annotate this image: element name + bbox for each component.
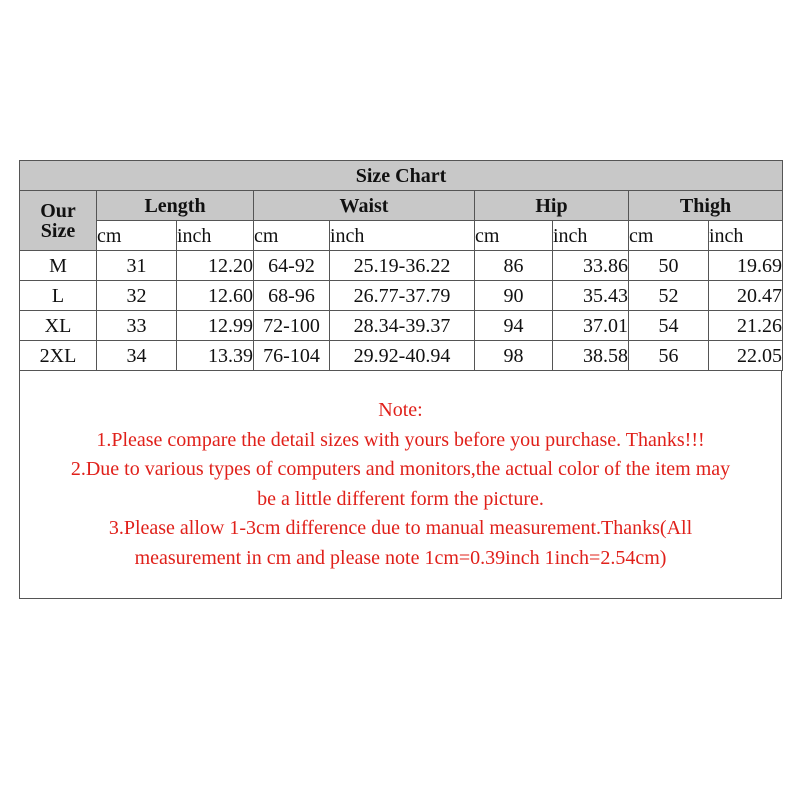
hip-inch-cell: 38.58 (553, 341, 629, 371)
note-line: 2.Due to various types of computers and monitors,the actual color of the item may (70, 458, 731, 480)
unit-label: cm (254, 221, 330, 251)
size-cell: M (20, 251, 97, 281)
waist-cm-cell: 76-104 (254, 341, 330, 371)
hip-inch-cell: 37.01 (553, 311, 629, 341)
unit-label: cm (629, 221, 709, 251)
size-header-line1: Our (40, 199, 76, 222)
thigh-inch-cell: 19.69 (709, 251, 783, 281)
waist-cm-cell: 72-100 (254, 311, 330, 341)
waist-inch-cell: 28.34-39.37 (330, 311, 475, 341)
hip-cm-cell: 90 (475, 281, 553, 311)
length-cm-cell: 34 (97, 341, 177, 371)
waist-inch-cell: 26.77-37.79 (330, 281, 475, 311)
unit-label: cm (97, 221, 177, 251)
thigh-inch-cell: 22.05 (709, 341, 783, 371)
notes-box (19, 371, 782, 599)
chart-title: Size Chart (20, 161, 783, 191)
size-header (20, 191, 97, 251)
size-cell: XL (20, 311, 97, 341)
hip-cm-cell: 98 (475, 341, 553, 371)
table-row (20, 341, 783, 371)
waist-cm-cell: 68-96 (254, 281, 330, 311)
table-row (20, 281, 783, 311)
hip-inch-cell: 35.43 (553, 281, 629, 311)
unit-label: inch (709, 221, 783, 251)
size-cell: L (20, 281, 97, 311)
thigh-inch-cell: 21.26 (709, 311, 783, 341)
waist-cm-cell: 64-92 (254, 251, 330, 281)
thigh-cm-cell: 56 (629, 341, 709, 371)
unit-label: inch (330, 221, 475, 251)
size-chart (19, 160, 782, 599)
thigh-inch-cell: 20.47 (709, 281, 783, 311)
note-line: 3.Please allow 1-3cm difference due to manual measurement.Thanks(All (108, 517, 693, 539)
note-line: measurement in cm and please note 1cm=0.39inch 1inch=2.54cm) (134, 546, 667, 569)
note-line: be a little different form the picture. (257, 487, 544, 510)
table-row (20, 311, 783, 341)
note-line: 1.Please compare the detail sizes with yours before you purchase. Thanks!!! (96, 428, 705, 451)
hip-inch-cell: 33.86 (553, 251, 629, 281)
unit-label: inch (177, 221, 254, 251)
size-table (19, 160, 783, 371)
length-cm-cell: 33 (97, 311, 177, 341)
header-thigh: Thigh (629, 191, 783, 221)
length-inch-cell: 12.20 (177, 251, 254, 281)
header-waist: Waist (254, 191, 475, 221)
size-header-line2: Size (40, 219, 76, 242)
size-cell: 2XL (20, 341, 97, 371)
thigh-cm-cell: 50 (629, 251, 709, 281)
note-heading: Note: (378, 399, 423, 421)
unit-label: cm (475, 221, 553, 251)
hip-cm-cell: 94 (475, 311, 553, 341)
length-inch-cell: 13.39 (177, 341, 254, 371)
length-inch-cell: 12.60 (177, 281, 254, 311)
length-cm-cell: 31 (97, 251, 177, 281)
header-hip: Hip (475, 191, 629, 221)
waist-inch-cell: 25.19-36.22 (330, 251, 475, 281)
waist-inch-cell: 29.92-40.94 (330, 341, 475, 371)
length-inch-cell: 12.99 (177, 311, 254, 341)
thigh-cm-cell: 54 (629, 311, 709, 341)
length-cm-cell: 32 (97, 281, 177, 311)
unit-label: inch (553, 221, 629, 251)
thigh-cm-cell: 52 (629, 281, 709, 311)
header-length: Length (97, 191, 254, 221)
table-row (20, 251, 783, 281)
hip-cm-cell: 86 (475, 251, 553, 281)
